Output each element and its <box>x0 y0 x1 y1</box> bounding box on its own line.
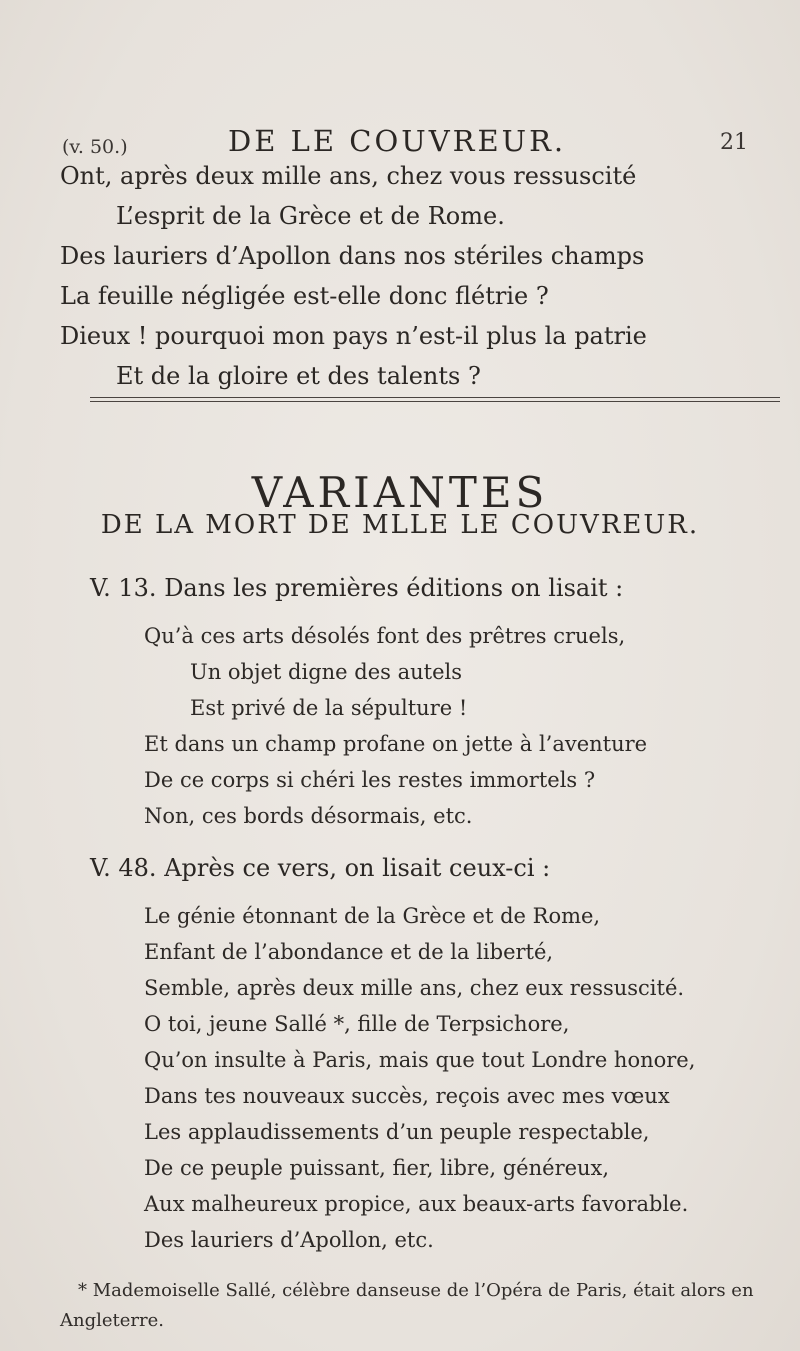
verse-reference: (v. 50.) <box>62 136 128 158</box>
poem-line: L’esprit de la Grèce et de Rome. <box>116 202 505 230</box>
poem-line: Des lauriers d’Apollon dans nos stériles champs <box>60 242 645 270</box>
section-heading: VARIANTES <box>251 468 549 517</box>
footnote-continuation: Angleterre. <box>60 1310 164 1331</box>
poem-line: La feuille négligée est-elle donc flétrie ? <box>60 282 549 310</box>
quoted-line: Un objet digne des autels <box>190 660 462 684</box>
quoted-line: Est privé de la sépulture ! <box>190 696 468 720</box>
quoted-line: Le génie étonnant de la Grèce et de Rome, <box>144 904 601 928</box>
divider-rule <box>90 397 780 398</box>
poem-line: Dieux ! pourquoi mon pays n’est-il plus la patrie <box>60 322 647 350</box>
section-subheading: DE LA MORT DE MLLE LE COUVREUR. <box>100 510 700 540</box>
quoted-line: Dans tes nouveaux succès, reçois avec mes vœux <box>144 1084 670 1108</box>
quoted-line: Les applaudissements d’un peuple respectable, <box>144 1120 650 1144</box>
quoted-line: Qu’à ces arts désolés font des prêtres cruels, <box>144 624 626 648</box>
running-title: DE LE COUVREUR. <box>228 124 567 158</box>
quoted-line: O toi, jeune Sallé *, fille de Terpsichore, <box>144 1012 570 1036</box>
footnote: * Mademoiselle Sallé, célèbre danseuse de l’Opéra de Paris, était alors en <box>78 1280 754 1301</box>
quoted-line: Aux malheureux propice, aux beaux-arts favorable. <box>144 1192 689 1216</box>
quoted-line: De ce corps si chéri les restes immortels ? <box>144 768 596 792</box>
quoted-line: De ce peuple puissant, fier, libre, généreux, <box>144 1156 610 1180</box>
quoted-line: Et dans un champ profane on jette à l’aventure <box>144 732 648 756</box>
page-number: 21 <box>720 130 748 155</box>
quoted-line: Qu’on insulte à Paris, mais que tout Londre honore, <box>144 1048 696 1072</box>
quoted-line: Semble, après deux mille ans, chez eux ressuscité. <box>144 976 685 1000</box>
poem-line: Et de la gloire et des talents ? <box>116 362 481 390</box>
divider-rule <box>90 401 780 402</box>
poem-line: Ont, après deux mille ans, chez vous ressuscité <box>60 162 637 190</box>
variant-label: V. 13. Dans les premières éditions on lisait : <box>90 574 624 602</box>
quoted-line: Des lauriers d’Apollon, etc. <box>144 1228 434 1252</box>
variant-label: V. 48. Après ce vers, on lisait ceux-ci : <box>90 854 551 882</box>
quoted-line: Enfant de l’abondance et de la liberté, <box>144 940 554 964</box>
quoted-line: Non, ces bords désormais, etc. <box>144 804 473 828</box>
